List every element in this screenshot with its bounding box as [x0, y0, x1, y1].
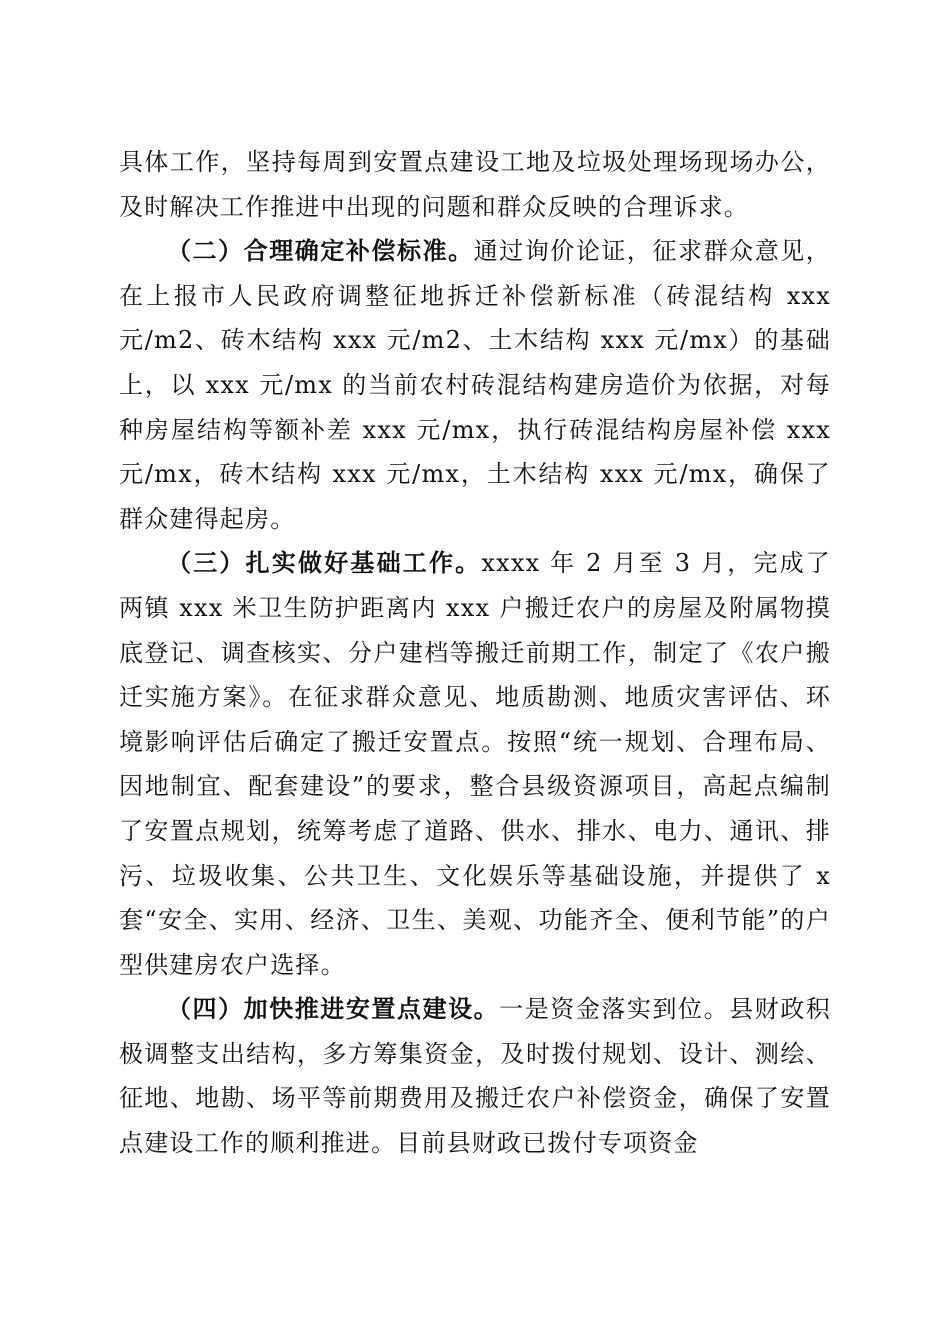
section-resettlement-construction [119, 987, 831, 1165]
continuation-paragraph: 具体工作，坚持每周到安置点建设工地及垃圾处理场现场办公，及时解决工作推进中出现的问题和群众反映的合理诉求。 [119, 148, 831, 221]
section-heading: （四）加快推进安置点建设。 [167, 995, 500, 1024]
section-compensation-standard [119, 229, 831, 541]
section-body: 一是资金落实到位。县财政积极调整支出结构，多方筹集资金，及时拨付规划、设计、测绘、征地、地勘、场平等前期费用及搬迁农户补偿资金，确保了安置点建设工作的顺利推进。目前县财政已拨付专项资金 [119, 995, 831, 1158]
section-heading: （三）扎实做好基础工作。 [167, 549, 482, 578]
section-groundwork [119, 541, 831, 987]
section-body: 通过询价论证，征求群众意见，在上报市人民政府调整征地拆迁补偿新标准（砖混结构 xxx 元/m2、砖木结构 xxx 元/m2、土木结构 xxx 元/mx）的基础上，以 xxx 元/mx 的当前农村砖混结构建房造价为依据，对每种房屋结构等额补差 xxx 元/mx，执行砖混结构房屋补偿 xxx 元/mx，砖木结构 xxx 元/mx，土木结构 xxx 元/mx，确保了群众建得起房。 [119, 237, 831, 533]
document-body [119, 140, 831, 1166]
section-body: xxxx 年 2 月至 3 月，完成了两镇 xxx 米卫生防护距离内 xxx 户搬迁农户的房屋及附属物摸底登记、调查核实、分户建档等搬迁前期工作，制定了《农户搬迁实施方案》。在征求群众意见、地质勘测、地质灾害评估、环境影响评估后确定了搬迁安置点。按照“统一规划、合理布局、因地制宜、配套建设”的要求，整合县级资源项目，高起点编制了安置点规划，统筹考虑了道路、供水、排水、电力、通讯、排污、垃圾收集、公共卫生、文化娱乐等基础设施，并提供了 x 套“安全、实用、经济、卫生、美观、功能齐全、便利节能”的户型供建房农户选择。 [119, 549, 831, 979]
section-heading: （二）合理确定补偿标准。 [167, 237, 474, 266]
